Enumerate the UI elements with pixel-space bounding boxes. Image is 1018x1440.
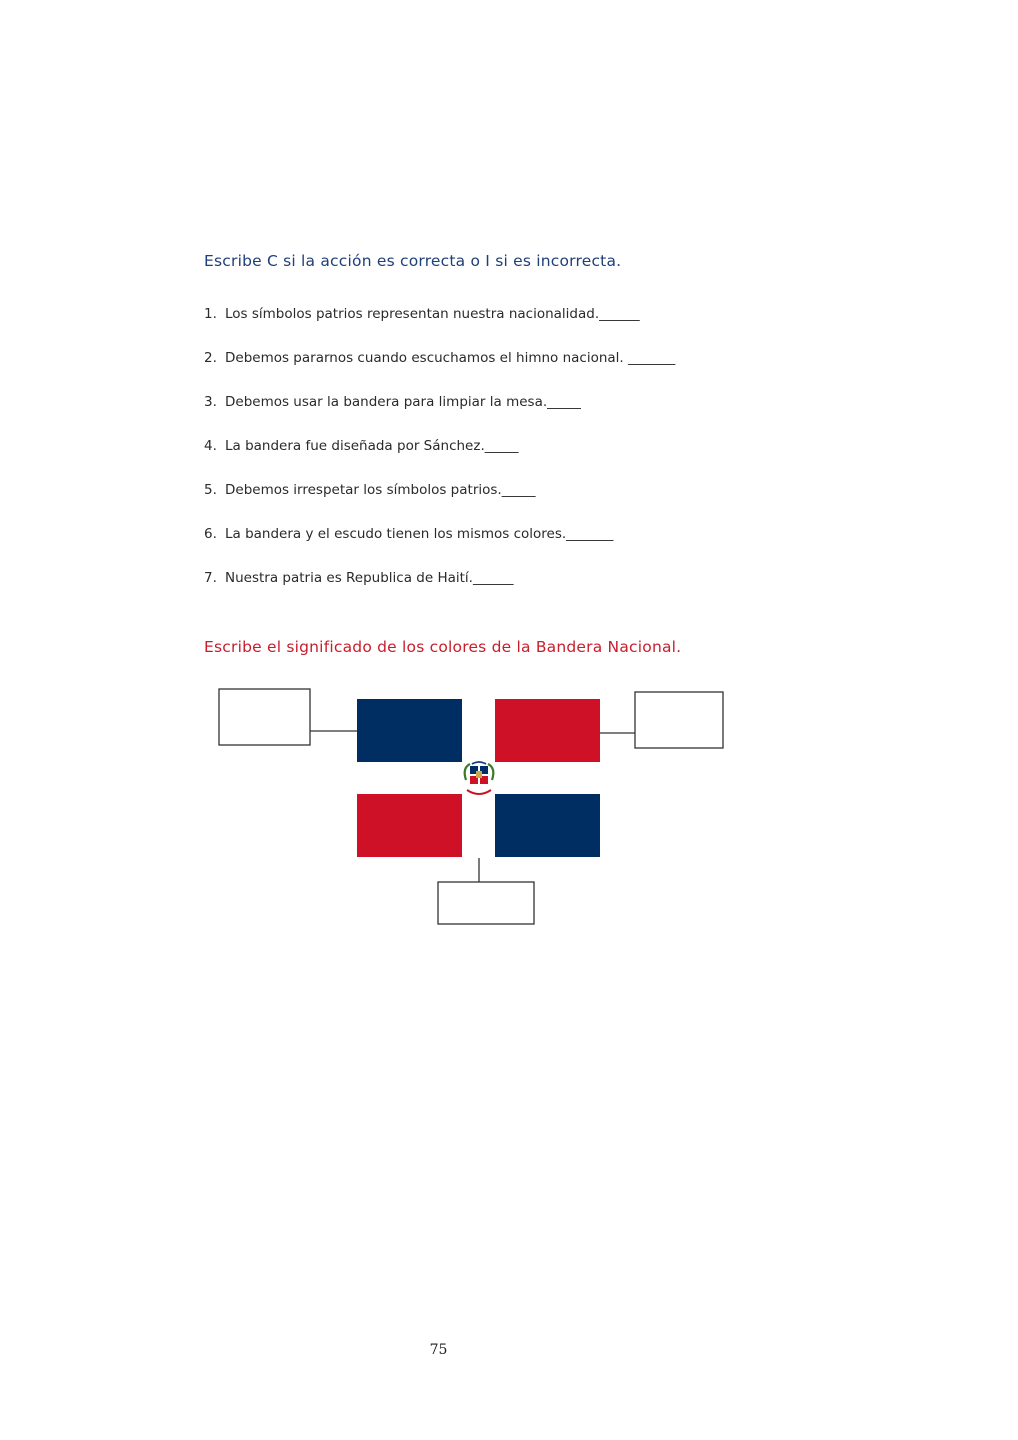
statement-number: 5. [204,482,217,498]
answer-box-red[interactable] [635,692,723,748]
statement-number: 4. [204,438,217,454]
answer-box-white[interactable] [438,882,534,924]
statement-number: 2. [204,350,217,366]
statement-number: 6. [204,526,217,542]
flag-quadrant-blue-top-left [357,699,462,762]
answer-box-blue[interactable] [219,689,310,745]
statement-text: La bandera fue diseñada por Sánchez._____ [225,438,519,454]
statement-text: Debemos pararnos cuando escuchamos el himno nacional. _______ [225,350,676,366]
flag-quadrant-red-bottom-left [357,794,462,857]
section2-title: Escribe el significado de los colores de la Bandera Nacional. [204,638,682,656]
statement-text: Los símbolos patrios representan nuestra nacionalidad.______ [225,306,640,322]
flag-quadrant-red-top-right [495,699,600,762]
page-number: 75 [429,1342,448,1358]
statement-number: 3. [204,394,217,410]
statement-text: Debemos irrespetar los símbolos patrios._____ [225,482,536,498]
statement-text: Debemos usar la bandera para limpiar la mesa._____ [225,394,581,410]
statement-number: 7. [204,570,217,586]
dominican-coat-of-arms-icon [465,762,494,794]
section1-title: Escribe C si la acción es correcta o I si es incorrecta. [204,252,622,270]
statement-text: Nuestra patria es Republica de Haití.______ [225,570,514,586]
statement-text: La bandera y el escudo tienen los mismos colores._______ [225,526,614,542]
flag-quadrant-blue-bottom-right [495,794,600,857]
statement-number: 1. [204,306,217,322]
